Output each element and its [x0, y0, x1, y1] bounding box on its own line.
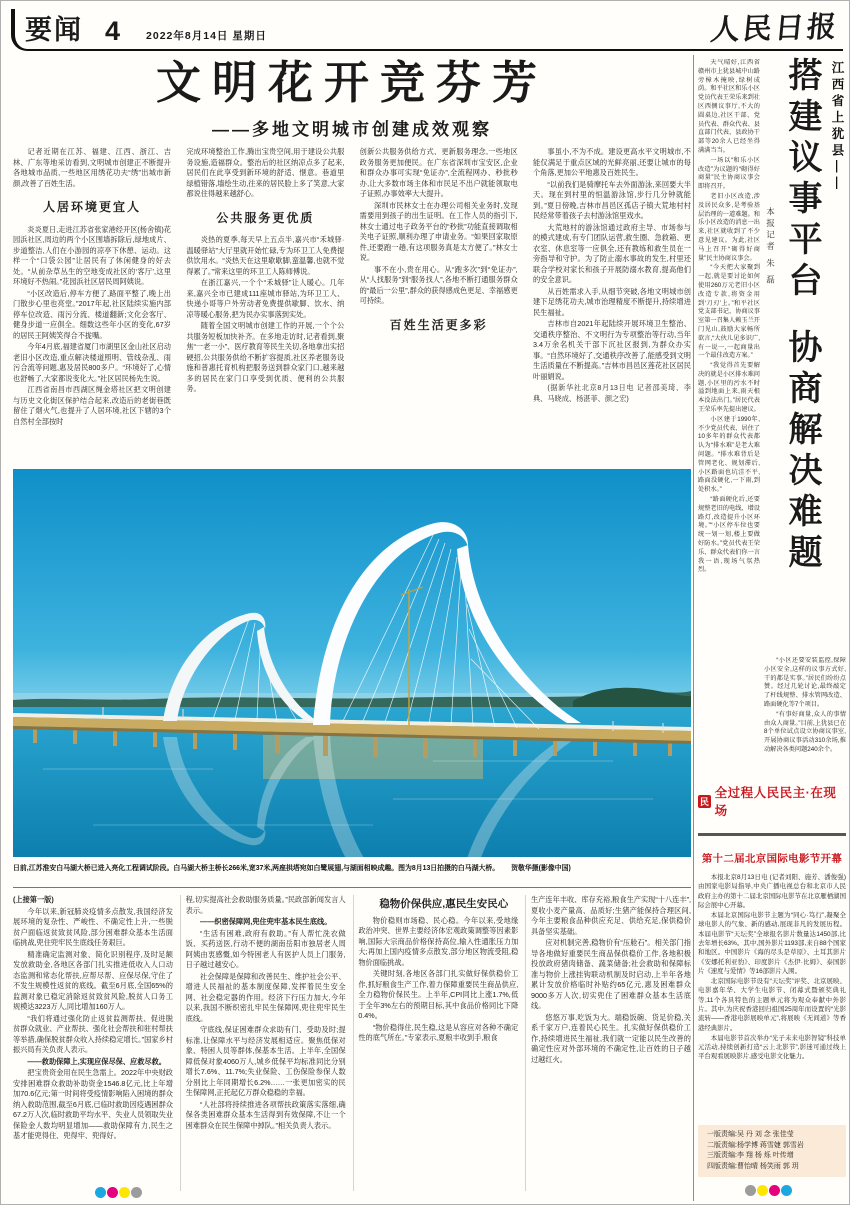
paragraph: 本届电影节首次举办“光子未来电影智镜”科技单元活动,持续创新打造“云上北影节”,影迷可通过线上平台观看展映影片,感受电影文化魅力。 [698, 1034, 846, 1061]
section-title: 要闻 [25, 15, 83, 45]
article-column [13, 895, 181, 1191]
paragraph: ——织密保障网,兜住兜牢基本民生底线。 [200, 917, 332, 927]
caption-credit: 贺敬华摄(影像中国) [511, 865, 571, 872]
paragraph: 应对机制完善,稳物价有“压舱石”。相关部门指导各地做好重要民生商品保供稳价工作,各地积极投放政府猪肉储备、蔬菜储备;社会救助和保障标准与物价上涨挂钩联动机制及时启动,上半年各地累计发放价格临时补贴约65亿元,惠及困难群众9000多万人次,切实兜住了困难群众基本生活底线。 [530, 938, 691, 1011]
paragraph: 江西省南昌市西湖区绳金塔社区把文明创建与历史文化街区保护结合起来,改造后的老街巷既留住了烟火气,也提升了人居环境,社区下辖的3个自然村全部按时 [13, 385, 171, 426]
paragraph: 吉林市自2021年起陆续开展环境卫生整治、交通秩序整治、不文明行为专项整治等行动,当年3.4万余名机关干部下沉社区报到,为群众办实事。“自然环境好了,交通秩序改善了,能感受到文明生活质量在不断提高。”吉林市昌邑区莲花社区居民叶丽娟说。 [532, 319, 691, 381]
paragraph: 社会保障是保障和改善民生、维护社会公平、增进人民福祉的基本制度保障,发挥着民生安全网、社会稳定器的作用。经济下行压力加大,今年以来,我国不断织密扎牢民生保障网,兜住兜牢民生底线。 [185, 971, 346, 1023]
paragraph: 炎热的夏季,每天早上五点半,嘉兴市“禾城驿·温暖驿站”大厅里就开始忙碌,专为环卫工人免费提供饮用水。“炎热天在这里歇歇脚,蛮温馨,也就不觉得累了。”常来这里的环卫工人陈师傅说。 [186, 235, 345, 276]
paragraph: 炎炎夏日,走进江苏省张家港经开区(杨舍镇)花园浜社区,周边的两个小区围墙拆除后,绿地成片、步道整洁,人们在小游园的凉亭下休憩、运动。这样一个“口袋公园”让居民有了休闲健身的好去处。“从前杂草丛生的空地变成社区的‘客厅’,这里环境好不热闹。”花园浜社区居民周阿姨说。 [13, 224, 171, 287]
paragraph: 小区建于1990年,不少党员代表、居住了10多年的群众代表都认为“排水难”是老大难问题。“排水难背后是管网老化、规划滞后,小区路面也坑洼不平,路面没硬化,一下雨,到处积水。” [698, 415, 760, 494]
credits-line: 三版责编:李 翔 杨 烁 叶传增 [707, 1152, 794, 1159]
paragraph: “有事好商量,众人的事情由众人商量。”目前,上犹县已在8个单位试点设立协商议事室,开展协商议事活动310余场,推动解决各类问题240余个。 [764, 710, 846, 753]
paragraph: (据新华社北京8月13日电 记者邵美琦、李典、马晓成、杨湛菲、颜之宏) [532, 383, 691, 403]
page-number: 4 [105, 16, 121, 46]
paragraph: “生活有困难,政府有救助。”有人帮忙洗衣做饭、买药送医,行动不便的湖南岳阳市独居老人周阿姨由衷感慨,如今特困老人有医护人员上门服务,日子越过越安心。 [185, 928, 346, 970]
paragraph: 北京国际电影节设有“天坛奖”评奖、北京展映、电影嘉年华、大学生电影节、闭幕式暨颁奖典礼等,11个各具特色的主题单元将为观众奉献中外影片。其中,为庆祝香港回归祖国25周年而设置的“光影流转——香港电影展映单元”,将展映《无间道》等香港经典影片。 [698, 978, 846, 1032]
paragraph: 今年以来,新冠肺炎疫情多点散发,我国经济发展环境的复杂性、严峻性、不确定性上升,一些脱贫户面临返贫致贫风险,部分困难群众基本生活面临挑战,兜住兜牢民生底线任务艰巨。 [13, 906, 173, 948]
section-divider [13, 887, 691, 888]
paragraph: “路面硬化后,还要规整老旧的电线、增设路灯,改造提升小区环境。”“小区停车位也要统一划一划,楼上要做好防水。”党员代表王荣乐、群众代表们你一言我一语,现场气氛热烈。 [698, 496, 760, 574]
main-headline: 文明花开竞芬芳 [155, 57, 548, 108]
article-column [360, 147, 518, 465]
main-subtitle: ——多地文明城市创建成效观察 [212, 120, 492, 140]
vertical-headline-zone [764, 57, 846, 653]
paragraph: 今年4月底,福建省厦门市湖里区金山社区启动老旧小区改造,重点解决楼道照明、管线杂乱、雨污合流等问题,惠及居民800多户。“环境好了,心情也舒畅了,大家都说变化大。”社区居民杨先生说。 [13, 342, 171, 383]
magenta-dot [769, 1185, 780, 1196]
article-column [186, 895, 354, 1191]
paragraph: 精准确定监测对象、简化识别程序,及时足额发放救助金,各地区各部门扎实推进低收入人口动态监测和常态化帮扶,应帮尽帮、应保尽保,守住了不发生规模性返贫的底线。截至6月底,全国65%的监测对象已稳定消除返贫致贫风险,脱贫人口务工规模达3223万人,同比增加160万人。 [13, 949, 173, 1012]
paragraph: 生产连年丰收、库存充裕,粮食生产实现“十八连丰”,夏收小麦产量高、品质好;生猪产能保持合理区间,今年主要粮食品种供应充足、供给充足,保供稳价具备坚实基础。 [530, 895, 691, 936]
masthead [11, 9, 843, 51]
print-color-dots-right [745, 1185, 792, 1196]
paragraph: 完成环境整治工作,腾出宝贵空间,用于建设公共服务设施,造福群众。整治后的社区纳凉点多了起来,居民们在此享受到新环境的舒适、惬意。巷道里绿植错落,墙绘生动,往来的居民脸上多了笑意,大家都说住得越来越舒心。 [186, 147, 345, 199]
cyan-dot [95, 1187, 106, 1198]
article-column [186, 147, 344, 465]
paragraph: ——救助保障上,实现应保尽保、应救尽救。 [27, 1056, 166, 1066]
bridge-photo [13, 469, 691, 857]
gray-dot [131, 1187, 142, 1198]
jiangxi-kicker: 江西省上犹县—— [830, 61, 844, 193]
main-headline-block [13, 59, 691, 140]
cyan-dot [781, 1185, 792, 1196]
yellow-dot [757, 1185, 768, 1196]
paragraph: 从百姓需求入手,从细节突破,各地文明城市创建下足绣花功夫,城市治理精度不断提升,持续增进民生福祉。 [532, 286, 691, 317]
paragraph: “以前我们是骑摩托车去外面游泳,来回要大半天。现在到村里的恒温游泳馆,步行几分钟就能到。”夏日傍晚,吉林市昌邑区孤店子镇大荒地村村民经常带着孩子去村游泳馆里戏水。 [532, 179, 691, 221]
article-column [531, 895, 691, 1191]
paragraph: “物价稳得住,民生稳,这是从容应对各种不确定性的底气所在。”专家表示,夏粮丰收到手,粮食 [358, 1022, 519, 1043]
democracy-banner [698, 786, 846, 818]
credits-line: 二版责编:杨学博 蒋雪婕 郭雪岩 [707, 1141, 804, 1149]
paragraph: 随着全国文明城市创建工作的开展,一个个公共服务短板加快补齐。在多地走访时,记者看到,聚焦“一老一小”、医疗教育等民生关切,各地拿出实招硬招,公共服务供给不断扩容提质,社区养老服务设施和普惠托育机构把服务送到群众家门口,越来越多的居民在家门口享受到优质、便利的公共服务。 [186, 321, 345, 394]
thick-rule [698, 833, 846, 836]
magenta-dot [107, 1187, 118, 1198]
paragraph: “我们将通过强化防止返贫监测帮扶、促进脱贫群众就业、产业帮扶、强化社会帮扶和驻村帮扶等举措,确保脱贫群众收入持续稳定增长。”国家乡村振兴局有关负责人表示。 [13, 1013, 173, 1055]
jiangxi-article-body [698, 59, 760, 781]
paragraph: 把宝贵资金用在民生急需上。2022年中央财政安排困难群众救助补助资金1546.8亿元,比上年增加70.6亿元;第一时间将受疫情影响陷入困境的群众纳入救助范围,截至6月底,已临时救助因疫遇困群众67.2万人次,临时救助平均水平、失业人员领取失业保险金人数均明显增加——救助保障有力,民生之基才能兜得住、兜得牢、兜得好。 [13, 1068, 173, 1141]
paragraph: 关键时刻,各地区各部门扎实做好保供稳价工作,抓好粮食生产工作,着力保障重要民生商品供应,全力稳物价保民生。上半年,CPI同比上涨1.7%,低于全年3%左右的预期目标,其中食品价格同比下降0.4%。 [358, 969, 519, 1021]
paragraph: “今天把大家聚到一起,就是要讨论如何使用260万元老旧小区改造专款,将资金用到‘刀刃’上。”和平社区党支部书记、协商议事室第一召集人赖玉兰开门见山,鼓励大家畅所欲言,“大伙儿见多识广,有一说一,一起商量出一个最佳改造方案。” [698, 264, 760, 360]
jiangxi-byline: 本报记者 朱 磊 [765, 207, 776, 287]
paragraph: 事虽小,不为不成。建设更高水平文明城市,不能仅满足于重点区域的光鲜亮丽,还要让城市的每个角落,更加公平地惠及百姓民生。 [532, 147, 691, 178]
column-heading: 稳物价保供应,惠民生安民心 [379, 898, 509, 910]
gray-dot [745, 1185, 756, 1196]
main-article-columns [13, 147, 691, 465]
paragraph: 物价稳则市场稳、民心稳。今年以来,受地缘政治冲突、世界主要经济体宏观政策调整等因素影响,国际大宗商品价格保持高位,输入性通胀压力加大;再加上国内疫情多点散发,部分地区物流受阻,稳物价面临挑战。 [358, 915, 519, 967]
masthead-date: 2022年8月14日 星期日 [146, 30, 267, 42]
jiangxi-title-line1: 搭建议事平台 [783, 57, 821, 303]
continuation-article-columns [13, 895, 691, 1191]
article-column [13, 147, 171, 465]
democracy-banner-label: 全过程人民民主·在现场 [714, 786, 837, 818]
paragraph: (上接第一版) [13, 895, 54, 904]
column-heading: 人居环境更宜人 [42, 200, 141, 215]
paragraph: 天气晴好,江西省赣州市上犹县城中山路旁樟木掩映,绿树成荫。和平社区和乐小区党员代表王荣乐来到社区西侧议事厅,不大的圆桌边,社区干部、党员代表、群众代表、县直部门代表、县政协干部等20余人已经坐得满满当当。 [698, 59, 760, 154]
jiangxi-title-line2: 协商解决难题 [783, 329, 821, 575]
paragraph: 一场以“和乐小区改造”为议题的“砌得好商量”民主协商议事会即将召开。 [698, 156, 760, 191]
paragraph: 在浙江嘉兴,一个个“禾城驿”让人暖心。几年来,嘉兴全市已建成111座城市驿站,为环卫工人、快递小哥等户外劳动者免费提供歇脚、饮水、纳凉等暖心服务,把为民办实事落到实处。 [186, 278, 345, 319]
bridge-photo-art [13, 469, 691, 857]
paragraph: “人社部将持续推进各项帮扶政策落实落细,确保各类困难群众基本生活得到有效保障,不让一个困难群众在民生保障中掉队。”相关负责人表示。 [185, 1099, 346, 1130]
jiangxi-article [698, 57, 846, 783]
paragraph: 深圳市民林女士在办理公司相关业务时,发现需要用到孩子的出生证明。在工作人员的指引下,林女士通过电子政务平台的“秒批”功能直接调取相关电子证照,顺利办理了申请业务。“如果回家取原件,还要跑一趟,有这项服务真是太方便了。”林女士说。 [359, 200, 518, 263]
paragraph: 大荒地村的游泳馆通过政府主导、市场参与的模式建成,有专门团队运营,救生圈、急救箱、更衣室、休息室等一应俱全,还有教练和救生员在一旁指导和守护。为了防止溺水事故的发生,村里还联合学校对家长和孩子开展防溺水教育,提高他们的安全意识。 [532, 222, 691, 285]
paragraph: 程,切实提高社会救助服务质量。”民政部新闻发言人表示。 [185, 895, 346, 915]
paragraph: 本报北京8月13日电 (记者刘阳、施芳、潘俊强)由国家电影局指导,中央广播电视总台和北京市人民政府主办的第十二届北京国际电影节在北京雁栖湖国际会展中心开幕。 [698, 874, 846, 909]
paragraph: 悠悠万事,吃饭为大。端稳饭碗、货足价稳,关系千家万户,连着民心民生。扎实做好保供稳价工作,持续增进民生福祉,我们就一定能以民生改善的确定性应对外部环境的不确定性,让百姓的日子越过越红火。 [530, 1012, 691, 1064]
photo-caption [13, 864, 691, 874]
paragraph: “小区改造后,停车方便了,路面平整了,晚上出门散步心里也亮堂。”2017年起,社区陆续实施内部停车位改造、雨污分流、楼道翻新;文化会客厅、健身步道一应俱全。细数这些年小区的变化,67岁的居民王阿姨笑得合不拢嘴。 [13, 288, 171, 340]
credits-box [698, 1125, 846, 1177]
paragraph: “我觉得首先要解决的就是小区排水难问题,小区里的污水不时溢到地面上来,雨天根本没法出门。”居民代表王荣乐率先提出建议。 [698, 362, 760, 414]
paragraph: 守底线,保证困难群众求助有门、受助及时;提标准,让保障水平与经济发展相适应。聚焦低保对象、特困人员等群体,保基本生活。上半年,全国保障低保对象4060万人,城乡低保平均标准同比分别增长7.6%、11.7%;失业保险、工伤保险参保人数分别比上年同期增长6.2%……一张更加密实的民生保障网,正托起亿万群众稳稳的幸福。 [185, 1025, 346, 1098]
film-festival-headline: 第十二届北京国际电影节开幕 [701, 854, 843, 865]
jiangxi-article-tail [764, 657, 846, 779]
column-divider [693, 55, 694, 1201]
article-column [358, 895, 526, 1191]
paragraph: 本届北京国际电影节主题为“同心·笃行”,凝聚全球电影人的气象、新的感动,展现非凡的发展历程。本届电影节“天坛奖”全球报名影片数量达1450部,比去年增长63%。其中,国外影片1193部,来自88个国家和地区。中国影片《海的尽头是草原》、土耳其影片《安娜托利亚豹》、印度影片《杰伊·比姆》、泰国影片《速度与爱情》等16部影片入围。 [698, 912, 846, 975]
print-color-dots-left [95, 1187, 142, 1198]
column-heading: 百姓生活更多彩 [389, 317, 488, 332]
yellow-dot [119, 1187, 130, 1198]
paragraph: 老旧小区改造,涉及居民众多,是考验基层治理的一道难题。和乐小区改造的消息一出来,社区就收到了不少意见建议。为此,社区马上召开“砌得好商量”民主协商议事会。 [698, 192, 760, 262]
paragraph: 记者近期在江苏、福建、江西、浙江、吉林、广东等地采访看到,文明城市创建正不断提升各地城市品质,一些地区用绣花功夫“绣”出城市新颜,改善了百姓生活。 [13, 147, 171, 188]
paragraph: “小区还要安装监控,保障小区安全,这样的议事方式好,干的都是实事。”居民们纷纷点赞。经过几轮讨论,最终敲定了杆线规整、排水管网改造、路面硬化等7个项目。 [764, 657, 846, 708]
article-column [533, 147, 691, 465]
column-heading: 公共服务更优质 [216, 210, 315, 225]
credits-line: 四版责编:曹怡晴 杨笑雨 郭 玥 [707, 1162, 799, 1170]
paragraph: 事不在小,贵在用心。从“跑多次”到“免证办”,从“人找服务”到“服务找人”,各地不断打通服务群众的“最后一公里”,群众的获得感成色更足、幸福感更可持续。 [359, 264, 518, 306]
democracy-logo-icon: 民 [699, 796, 709, 807]
caption-text: 日前,江苏淮安白马湖大桥已进入亮化工程调试阶段。白马湖大桥主桥长266米,宽37米,两座拱塔宛如白鹭展翅,与湖面相映成趣。图为8月13日拍摄的白马湖大桥。 [13, 865, 500, 872]
jiangxi-title [781, 57, 822, 653]
paragraph: 创新公共服务供给方式、更新服务理念,一些地区政务服务更加便民。在广东省深圳市宝安区,企业和群众办事可实现“免证办”,全流程网办、秒批秒办,让大多数市场主体和市民足不出户就能领取电子证照,办事效率大大提升。 [359, 147, 518, 199]
film-festival-body [698, 873, 846, 1119]
credits-line: 一版责编:吴 丹 刘 念 张佳莹 [707, 1131, 794, 1138]
paper-logo: 人民日报 [709, 9, 841, 47]
